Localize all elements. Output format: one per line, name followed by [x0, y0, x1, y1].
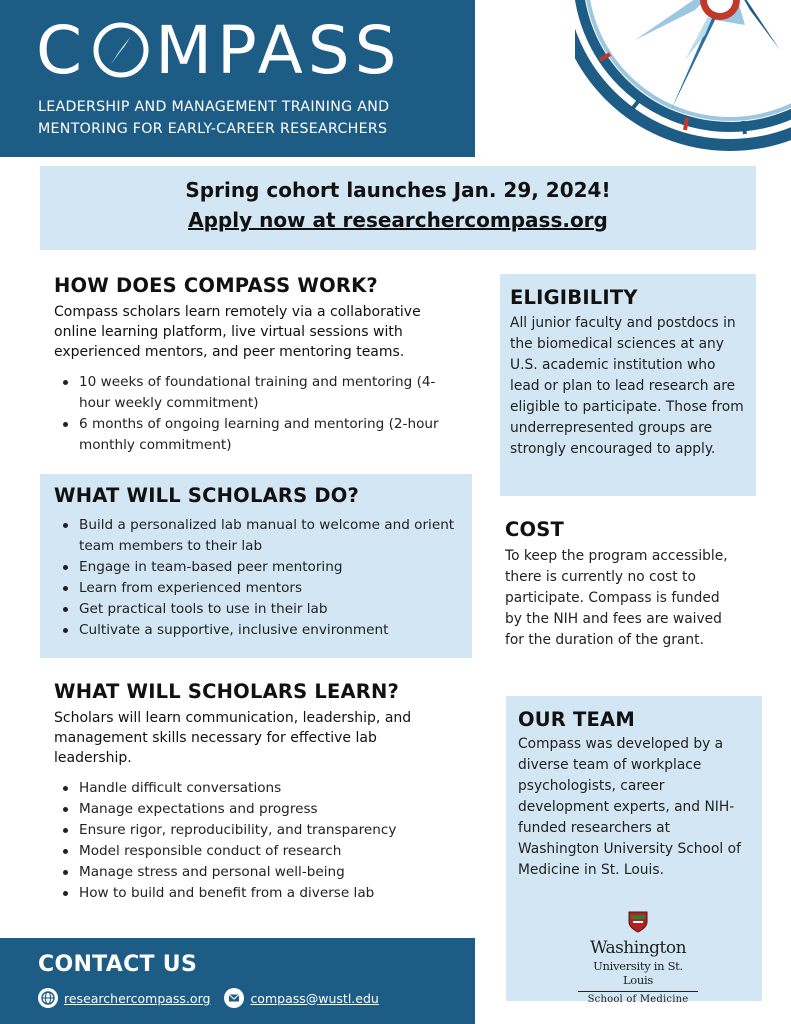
wustl-location: University in St. Louis	[593, 959, 683, 987]
email-icon	[224, 988, 244, 1008]
do-list	[54, 515, 458, 641]
list-item: Model responsible conduct of research	[54, 841, 464, 862]
wustl-name: Washington	[589, 938, 687, 958]
list-item: Cultivate a supportive, inclusive environment	[54, 620, 458, 641]
wustl-medicine-logo	[578, 910, 698, 1005]
list-item: 6 months of ongoing learning and mentoring (2-hour monthly commitment)	[54, 414, 466, 456]
list-item: How to build and benefit from a diverse lab	[54, 883, 464, 904]
learn-section	[54, 680, 474, 904]
compass-logo	[36, 11, 402, 89]
list-item: Get practical tools to use in their lab	[54, 599, 458, 620]
logo-text-mpass: MPASS	[155, 11, 402, 89]
contact-title: CONTACT US	[38, 952, 198, 977]
cohort-banner	[40, 166, 756, 250]
wustl-school: School of Medicine	[578, 991, 698, 1005]
contact-row	[38, 988, 379, 1008]
eligibility-title: ELIGIBILITY	[510, 286, 638, 309]
list-item: Learn from experienced mentors	[54, 578, 458, 599]
learn-title: WHAT WILL SCHOLARS LEARN?	[54, 680, 400, 703]
cost-title: COST	[505, 518, 565, 541]
list-item: Build a personalized lab manual to welcome and orient team members to their lab	[54, 515, 458, 557]
list-item: Handle difficult conversations	[54, 778, 464, 799]
email-link[interactable]: compass@wustl.edu	[250, 990, 379, 1006]
eligibility-text: All junior faculty and postdocs in the biomedical sciences at any U.S. academic institution who lead or plan to lead research are eligible to participate. Those from underrepresented groups are strongly encouraged to apply.	[510, 315, 744, 457]
list-item: Manage expectations and progress	[54, 799, 464, 820]
header-banner	[0, 0, 475, 157]
how-title: HOW DOES COMPASS WORK?	[54, 274, 378, 297]
learn-lead: Scholars will learn communication, leadership, and management skills necessary for effective lab leadership.	[54, 710, 412, 766]
how-section	[54, 274, 474, 456]
university-shield-icon	[627, 910, 649, 934]
team-title: OUR TEAM	[518, 708, 635, 731]
globe-icon	[38, 988, 58, 1008]
cost-section	[505, 518, 750, 651]
cost-text: To keep the program accessible, there is currently no cost to participate. Compass is funded by the NIH and fees are waived for the duration of the grant.	[505, 548, 728, 648]
contact-footer	[0, 938, 475, 1024]
how-lead: Compass scholars learn remotely via a collaborative online learning platform, live virtual sessions with experienced mentors, and peer mentoring teams.	[54, 304, 421, 360]
compass-o-icon	[91, 20, 151, 80]
list-item: Ensure rigor, reproducibility, and transparency	[54, 820, 464, 841]
list-item: Engage in team-based peer mentoring	[54, 557, 458, 578]
do-title: WHAT WILL SCHOLARS DO?	[54, 484, 359, 507]
list-item: Manage stress and personal well-being	[54, 862, 464, 883]
compass-rose-icon	[575, 0, 791, 157]
website-link[interactable]: researchercompass.org	[64, 990, 211, 1006]
eligibility-section	[500, 274, 756, 496]
learn-list	[54, 778, 464, 904]
logo-text-c: C	[36, 11, 88, 89]
apply-link[interactable]: Apply now at researchercompass.org	[188, 208, 608, 232]
list-item: 10 weeks of foundational training and mentoring (4-hour weekly commitment)	[54, 372, 466, 414]
how-list	[54, 372, 466, 456]
subtitle-line-2: MENTORING FOR EARLY-CAREER RESEARCHERS	[38, 121, 388, 137]
subtitle-line-1: LEADERSHIP AND MANAGEMENT TRAINING AND	[38, 99, 390, 115]
compass-illustration	[575, 0, 791, 157]
team-text: Compass was developed by a diverse team of workplace psychologists, career development experts, and NIH-funded researchers at Washington University School of Medicine in St. Louis.	[518, 736, 741, 878]
header-subtitle	[38, 96, 468, 140]
do-section	[40, 474, 472, 658]
cohort-launch-text: Spring cohort launches Jan. 29, 2024!	[185, 178, 611, 202]
